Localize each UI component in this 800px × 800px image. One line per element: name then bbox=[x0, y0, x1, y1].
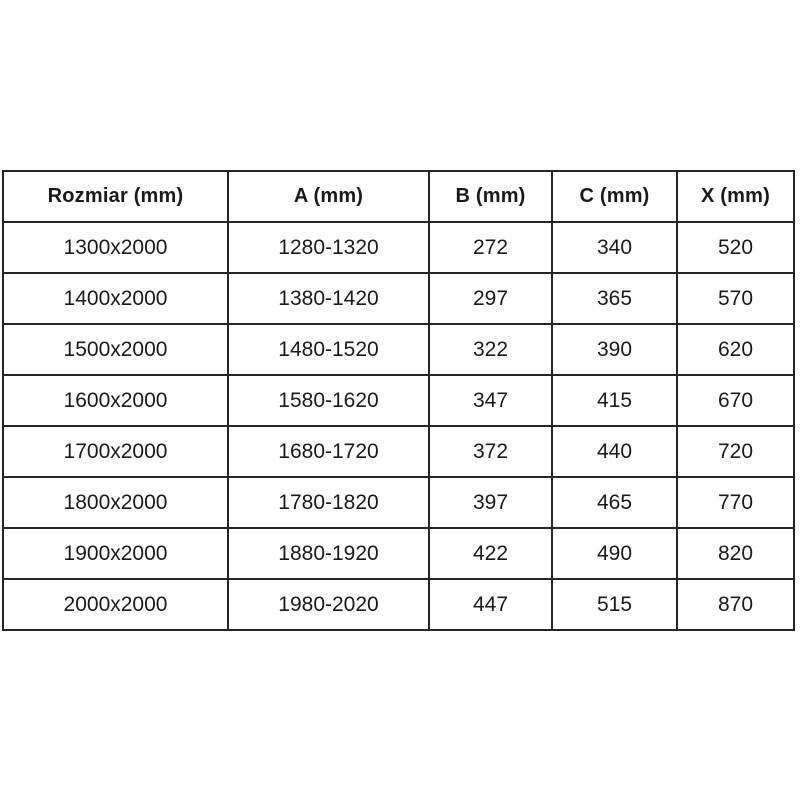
column-header-c: C (mm) bbox=[552, 171, 677, 222]
table-cell: 770 bbox=[677, 477, 794, 528]
table-cell: 620 bbox=[677, 324, 794, 375]
table-cell: 2000x2000 bbox=[3, 579, 228, 630]
table-cell: 465 bbox=[552, 477, 677, 528]
table-row bbox=[3, 375, 794, 426]
table-cell: 1900x2000 bbox=[3, 528, 228, 579]
table-cell: 1800x2000 bbox=[3, 477, 228, 528]
table-cell: 397 bbox=[429, 477, 552, 528]
table-cell: 1300x2000 bbox=[3, 222, 228, 273]
table-body bbox=[3, 222, 794, 630]
table-cell: 390 bbox=[552, 324, 677, 375]
column-header-x: X (mm) bbox=[677, 171, 794, 222]
table-cell: 1880-1920 bbox=[228, 528, 429, 579]
table-cell: 820 bbox=[677, 528, 794, 579]
table-cell: 415 bbox=[552, 375, 677, 426]
table-row bbox=[3, 426, 794, 477]
column-header-a: A (mm) bbox=[228, 171, 429, 222]
table-cell: 1680-1720 bbox=[228, 426, 429, 477]
table-cell: 1480-1520 bbox=[228, 324, 429, 375]
table-row bbox=[3, 273, 794, 324]
table-cell: 1700x2000 bbox=[3, 426, 228, 477]
table-row bbox=[3, 477, 794, 528]
table-cell: 870 bbox=[677, 579, 794, 630]
table-row bbox=[3, 579, 794, 630]
table-row bbox=[3, 222, 794, 273]
table-cell: 372 bbox=[429, 426, 552, 477]
table-cell: 1780-1820 bbox=[228, 477, 429, 528]
table-cell: 297 bbox=[429, 273, 552, 324]
table-cell: 1280-1320 bbox=[228, 222, 429, 273]
table-cell: 322 bbox=[429, 324, 552, 375]
table-cell: 272 bbox=[429, 222, 552, 273]
table-cell: 1980-2020 bbox=[228, 579, 429, 630]
table-cell: 1500x2000 bbox=[3, 324, 228, 375]
table-cell: 347 bbox=[429, 375, 552, 426]
table-cell: 570 bbox=[677, 273, 794, 324]
table-cell: 1580-1620 bbox=[228, 375, 429, 426]
column-header-rozmiar: Rozmiar (mm) bbox=[3, 171, 228, 222]
header-row bbox=[3, 171, 794, 222]
size-spec-table bbox=[2, 170, 795, 631]
table-cell: 520 bbox=[677, 222, 794, 273]
table-cell: 340 bbox=[552, 222, 677, 273]
column-header-b: B (mm) bbox=[429, 171, 552, 222]
table-cell: 1600x2000 bbox=[3, 375, 228, 426]
table-row bbox=[3, 324, 794, 375]
table-cell: 447 bbox=[429, 579, 552, 630]
table-cell: 490 bbox=[552, 528, 677, 579]
table-cell: 365 bbox=[552, 273, 677, 324]
table-cell: 1380-1420 bbox=[228, 273, 429, 324]
table-cell: 670 bbox=[677, 375, 794, 426]
table-cell: 720 bbox=[677, 426, 794, 477]
table-row bbox=[3, 528, 794, 579]
table-cell: 515 bbox=[552, 579, 677, 630]
table-cell: 440 bbox=[552, 426, 677, 477]
table-cell: 1400x2000 bbox=[3, 273, 228, 324]
table-cell: 422 bbox=[429, 528, 552, 579]
